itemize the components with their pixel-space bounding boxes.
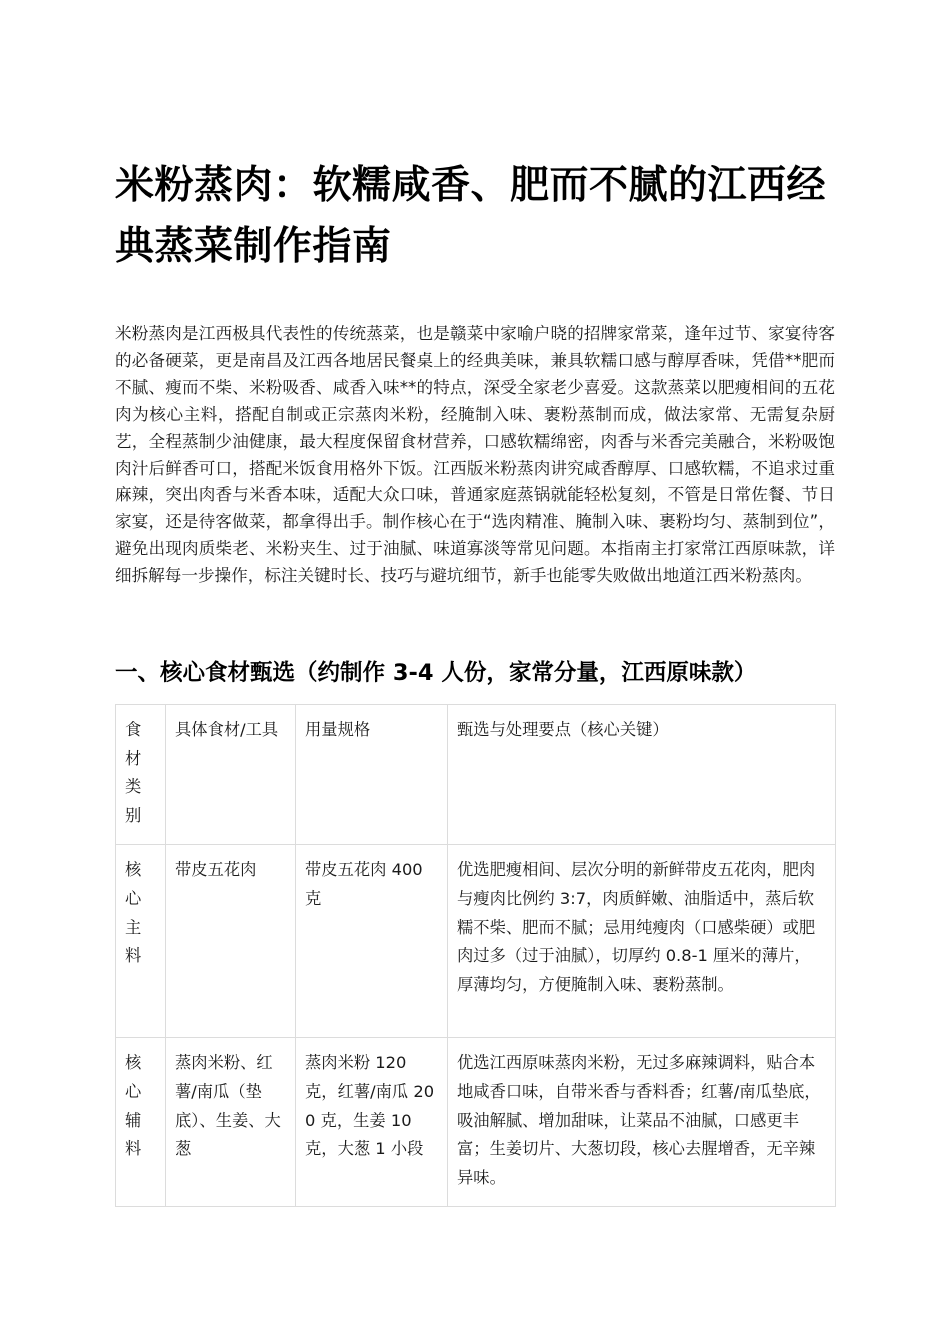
intro-paragraph: 米粉蒸肉是江西极具代表性的传统蒸菜，也是赣菜中家喻户晓的招牌家常菜，逢年过节、家宴待客的必备硬菜，更是南昌及江西各地居民餐桌上的经典美味，兼具软糯口感与醇厚香味，凭借**肥而不腻、瘦而不柴、米粉吸香、咸香入味**的特点，深受全家老少喜爱。这款蒸菜以肥瘦相间的五花肉为核心主料，搭配自制或正宗蒸肉米粉，经腌制入味、裹粉蒸制而成，做法家常、无需复杂厨艺，全程蒸制少油健康，最大程度保留食材营养，口感软糯绵密，肉香与米香完美融合，米粉吸饱肉汁后鲜香可口，搭配米饭食用格外下饭。江西版米粉蒸肉讲究咸香醇厚、口感软糯，不追求过重麻辣，突出肉香与米香本味，适配大众口味，普通家庭蒸锅就能轻松复刻，不管是日常佐餐、节日家宴，还是待客做菜，都拿得出手。制作核心在于“选肉精准、腌制入味、裹粉均匀、蒸制到位”，避免出现肉质柴老、米粉夹生、过于油腻、味道寡淡等常见问题。本指南主打家常江西原味款，详细拆解每一步操作，标注关键时长、技巧与避坑细节，新手也能零失败做出地道江西米粉蒸肉。 [115, 324, 835, 586]
cell-item: 蒸肉米粉、红薯/南瓜（垫底）、生姜、大葱 [166, 1038, 296, 1207]
ingredient-table [115, 704, 836, 1207]
cell-notes: 优选肥瘦相间、层次分明的新鲜带皮五花肉，肥肉与瘦肉比例约 3:7，肉质鲜嫩、油脂适中，蒸后软糯不柴、肥而不腻；忌用纯瘦肉（口感柴硬）或肥肉过多（过于油腻），切厚约 0.8-1 厘米的薄片，厚薄均匀，方便腌制入味、裹粉蒸制。 [448, 845, 836, 1038]
table-header-row [116, 705, 836, 845]
cell-notes: 优选江西原味蒸肉米粉，无过多麻辣调料，贴合本地咸香口味，自带米香与香料香；红薯/南瓜垫底，吸油解腻、增加甜味，让菜品不油腻，口感更丰富；生姜切片、大葱切段，核心去腥增香，无辛辣异味。 [448, 1038, 836, 1207]
header-category: 食材类别 [116, 705, 166, 845]
cell-category: 核心辅料 [116, 1038, 166, 1207]
header-item: 具体食材/工具 [166, 705, 296, 845]
cell-category: 核心主料 [116, 845, 166, 1038]
cell-amount: 带皮五花肉 400 克 [296, 845, 448, 1038]
section-heading-ingredients: 一、核心食材甄选（约制作 3-4 人份，家常分量，江西原味款） [115, 660, 757, 686]
header-notes: 甄选与处理要点（核心关键） [448, 705, 836, 845]
header-amount: 用量规格 [296, 705, 448, 845]
cell-amount: 蒸肉米粉 120 克，红薯/南瓜 200 克，生姜 10 克，大葱 1 小段 [296, 1038, 448, 1207]
document-title: 米粉蒸肉：软糯咸香、肥而不腻的江西经典蒸菜制作指南 [115, 163, 827, 269]
cell-item: 带皮五花肉 [166, 845, 296, 1038]
table-row [116, 845, 836, 1038]
table-row [116, 1038, 836, 1207]
